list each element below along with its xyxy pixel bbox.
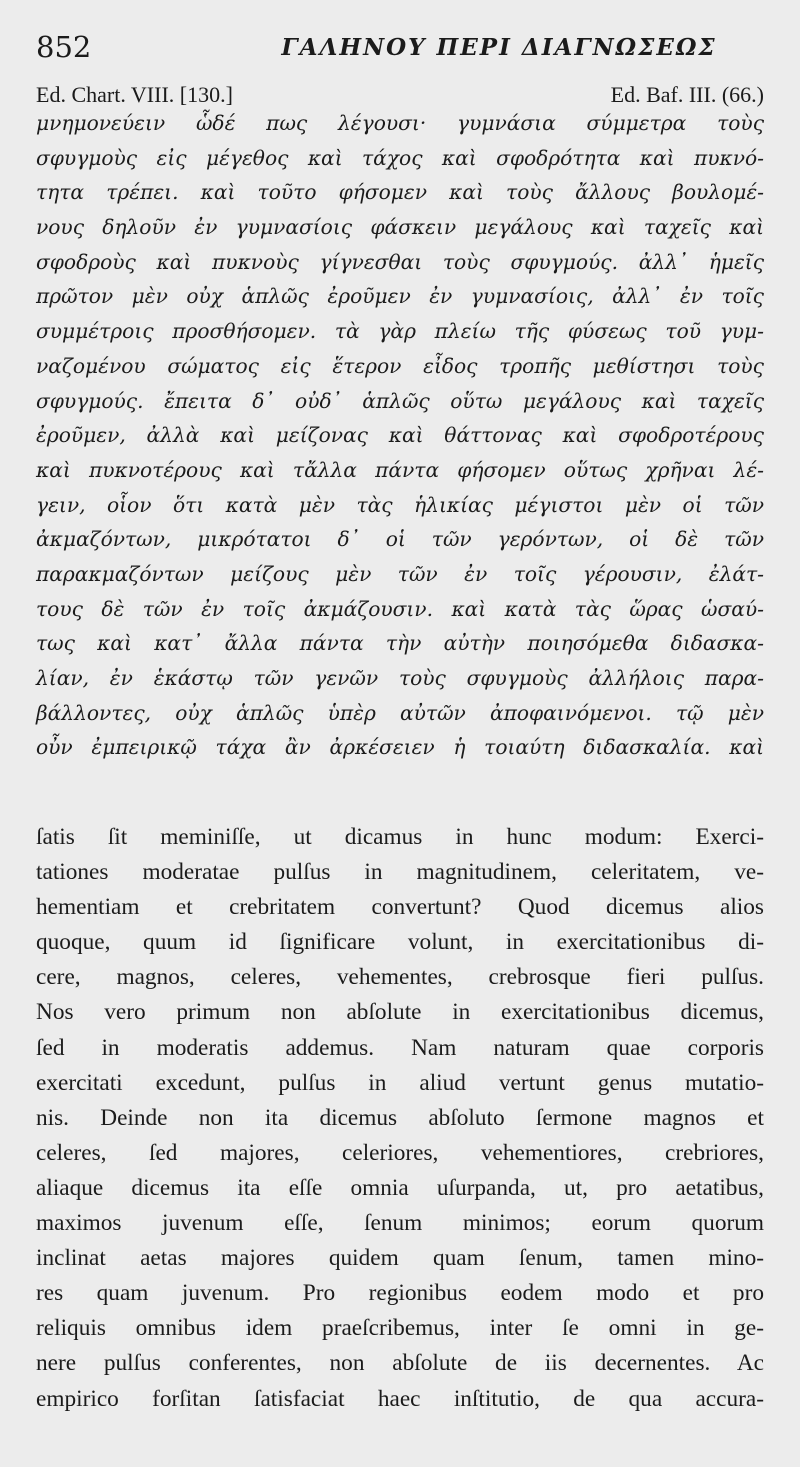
latin-text-line: hementiam et crebritatem convertunt? Quod dicemus alios xyxy=(36,894,764,921)
page-header xyxy=(34,30,764,64)
latin-text-line: inclinat aetas majores quidem quam ſenum, tamen mino- xyxy=(36,1245,764,1272)
greek-text-line: ἐροῦμεν, ἀλλὰ καὶ μείζονας καὶ θάττονας καὶ σφοδροτέρους xyxy=(36,423,764,448)
latin-text-line: nis. Deinde non ita dicemus abſoluto ſermone magnos et xyxy=(36,1104,764,1131)
latin-text-line: reliquis omnibus idem praeſcribemus, inter ſe omni in ge- xyxy=(36,1315,764,1342)
latin-text-line: maximos juvenum eſſe, ſenum minimos; eorum quorum xyxy=(36,1210,764,1237)
greek-text-line: παρακμαζόντων μείζους μὲν τῶν ἐν τοῖς γέρουσιν, ἐλάτ- xyxy=(36,561,764,586)
latin-text-line: celeres, ſed majores, celeriores, vehementiores, crebriores, xyxy=(36,1139,764,1166)
latin-text-line: tationes moderatae pulſus in magnitudinem, celeritatem, ve- xyxy=(36,859,764,886)
greek-text-line: τητα τρέπει. καὶ τοῦτο φήσομεν καὶ τοὺς ἄλλους βουλομέ- xyxy=(36,180,764,205)
running-title: ΓΑΛΗΝΟΥ ΠΕΡΙ ΔΙΑΓΝΩΣΕΩΣ xyxy=(281,34,717,61)
latin-text-line: cere, magnos, celeres, vehementes, crebrosque fieri pulſus. xyxy=(36,964,764,991)
greek-text-line: οὖν ἐμπειρικῷ τάχα ἂν ἀρκέσειεν ἡ τοιαύτη διδασκαλία. καὶ xyxy=(36,735,764,760)
latin-text-line: res quam juvenum. Pro regionibus eodem modo et pro xyxy=(36,1280,764,1307)
latin-text-line: ſed in moderatis addemus. Nam naturam quae corporis xyxy=(36,1034,764,1061)
greek-text-line: καὶ πυκνοτέρους καὶ τἄλλα πάντα φήσομεν οὕτως χρῆναι λέ- xyxy=(36,457,764,482)
greek-text-line: ναζομένου σώματος εἰς ἕτερον εἶδος τροπῆς μεθίστησι τοὺς xyxy=(36,353,764,378)
latin-text-block xyxy=(36,820,764,1417)
greek-text-line: τους δὲ τῶν ἐν τοῖς ἀκμάζουσιν. καὶ κατὰ τὰς ὥρας ὡσαύ- xyxy=(36,596,764,621)
latin-text-line: quoque, quum id ſignificare volunt, in exercitationibus di- xyxy=(36,929,764,956)
latin-text-line: aliaque dicemus ita eſſe omnia uſurpanda, ut, pro aetatibus, xyxy=(36,1174,764,1201)
greek-text-line: σφοδροὺς καὶ πυκνοὺς γίγνεσθαι τοὺς σφυγμούς. ἀλλ᾽ ἡμεῖς xyxy=(36,249,764,274)
greek-text-line: σφυγμοὺς εἰς μέγεθος καὶ τάχος καὶ σφοδρότητα καὶ πυκνό- xyxy=(36,145,764,170)
greek-text-line: βάλλοντες, οὐχ ἁπλῶς ὑπὲρ αὐτῶν ἀποφαινόμενοι. τῷ μὲν xyxy=(36,700,764,725)
greek-text-line: λίαν, ἐν ἑκάστῳ τῶν γενῶν τοὺς σφυγμοὺς ἀλλήλοις παρα- xyxy=(36,666,764,690)
greek-text-line: μνημονεύειν ὧδέ πως λέγουσι· γυμνάσια σύμμετρα τοὺς xyxy=(36,111,764,135)
latin-text-line: nere pulſus conferentes, non abſolute de iis decernentes. Ac xyxy=(36,1350,764,1377)
latin-text-line: empirico forſitan ſatisfaciat haec inſtitutio, de qua accura- xyxy=(36,1385,764,1412)
latin-text-line: exercitati excedunt, pulſus in aliud vertunt genus mutatio- xyxy=(36,1069,764,1096)
latin-text-line: Nos vero primum non abſolute in exercitationibus dicemus, xyxy=(36,999,764,1026)
greek-text-line: γειν, οἷον ὅτι κατὰ μὲν τὰς ἡλικίας μέγιστοι μὲν οἱ τῶν xyxy=(36,492,764,517)
greek-text-line: σφυγμούς. ἔπειτα δ᾽ οὐδ᾽ ἁπλῶς οὕτω μεγάλους καὶ ταχεῖς xyxy=(36,388,764,413)
greek-text-block xyxy=(36,106,764,765)
page-number: 852 xyxy=(36,30,92,64)
greek-text-line: ἀκμαζόντων, μικρότατοι δ᾽ οἱ τῶν γερόντων, οἱ δὲ τῶν xyxy=(36,527,764,552)
greek-text-line: συμμέτροις προσθήσομεν. τὰ γὰρ πλείω τῆς φύσεως τοῦ γυμ- xyxy=(36,319,764,344)
edition-left: Ed. Chart. VIII. [130.] xyxy=(36,82,233,107)
greek-text-line: πρῶτον μὲν οὐχ ἁπλῶς ἐροῦμεν ἐν γυμνασίοις, ἀλλ᾽ ἐν τοῖς xyxy=(36,284,764,309)
latin-text-line: ſatis ſit meminiſſe, ut dicamus in hunc modum: Exerci- xyxy=(36,824,764,850)
greek-text-line: νους δηλοῦν ἐν γυμνασίοις φάσκειν μεγάλους καὶ ταχεῖς καὶ xyxy=(36,215,764,240)
greek-text-line: τως καὶ κατ᾽ ἄλλα πάντα τὴν αὐτὴν ποιησόμεθα διδασκα- xyxy=(36,631,764,656)
edition-right: Ed. Baf. III. (66.) xyxy=(610,82,764,107)
